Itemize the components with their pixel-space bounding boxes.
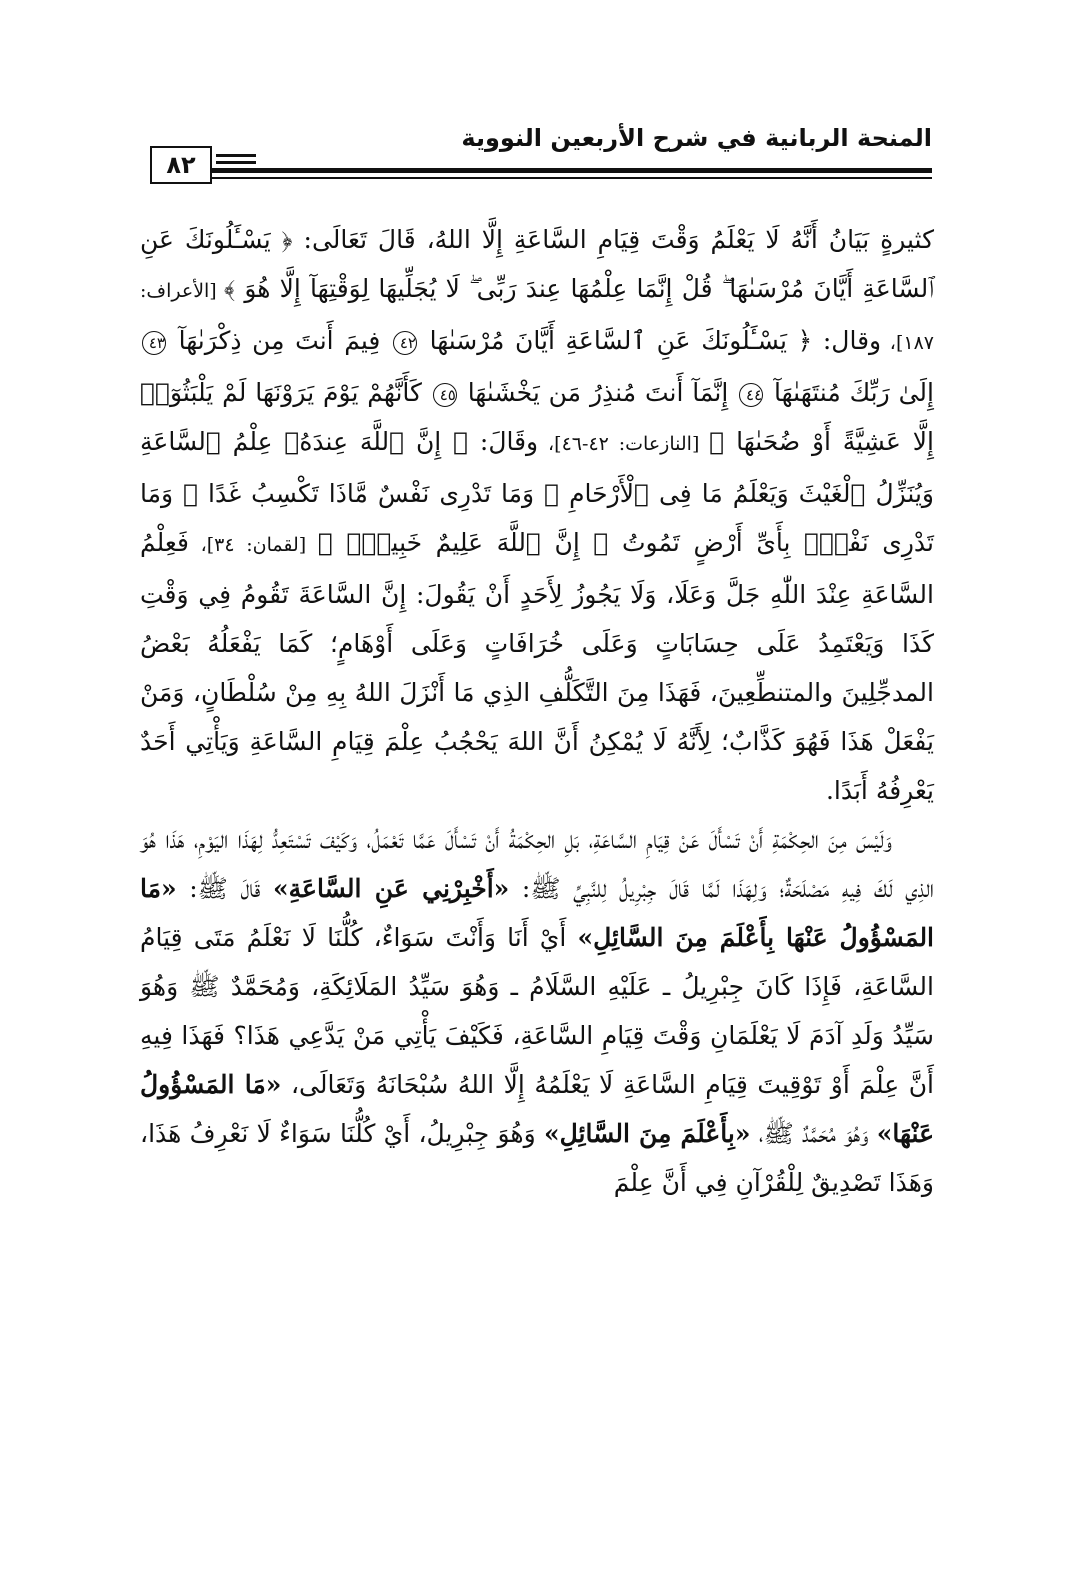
body-text-run: وَهُوَ جِبْرِيلُ، أَيْ كُلُّنَا سَوَاءٌ لَا نَعْرِفُ هَذَا، وَهَذَا تَصْدِيقٌ لِلْقُرْآنِ فِي أَنَّ عِلْمَ (140, 1119, 934, 1197)
quran-quote: ﴿ يَسْـَٔلُونَكَ عَنِ ٱلسَّاعَةِ أَيَّانَ مُرْسَىٰهَا ۖ قُلْ إِنَّمَا عِلْمُهَا عِندَ رَبِّى ۖ لَا يُجَلِّيهَا لِوَقْتِهَآ إِلَّا هُوَ ﴾ (140, 225, 935, 303)
body-text-run: وقَالَ: (468, 427, 539, 456)
quran-quote: كَأَنَّهُمْ يَوْمَ يَرَوْنَهَا لَمْ يَلْبَثُوٓا۟ إِلَّا عَشِيَّةً أَوْ ضُحَىٰهَا ﴾ (140, 378, 934, 456)
body-text-run: وَهُوَ مُحَمَّدٌ ﷺ، (750, 1119, 877, 1148)
hadith-quote: «مَا المَسْؤُولُ عَنْهَا» (140, 1070, 934, 1148)
ayah-number: ٤٢ (393, 331, 417, 355)
ayah-number: ٤٤ (739, 383, 763, 407)
book-title: المنحة الربانية في شرح الأربعين النووية (461, 124, 932, 152)
running-header (150, 110, 932, 190)
hadith-quote: «أَخْبِرْنِي عَنِ السَّاعَةِ» (273, 874, 510, 903)
body-text-run: فَعِلْمُ السَّاعَةِ عِنْدَ اللّٰهِ جَلَّ وَعَلَا، وَلَا يَجُوزُ لِأَحَدٍ أَنْ يَقُولَ: إِنَّ السَّاعَةَ تَقُومُ فِي وَقْتِ كَذَا وَيَعْتَمِدُ عَلَى حِسَابَاتٍ وَعَلَى خُرَافَاتٍ وَعَلَى أَوْهَامٍ؛ كَمَا يَفْعَلُهُ بَعْضُ المدجِّلِينَ والمتنطِّعِينَ، فَهَذَا مِنَ التَّكَلُّفِ الذِي مَا أَنْزَلَ اللهُ بِهِ مِنْ سُلْطَانٍ، وَمَنْ يَفْعَلْ هَذَا فَهُوَ كَذَّابٌ؛ لِأَنَّهُ لَا يُمْكِنُ أَنَّ اللهَ يَحْجُبُ عِلْمَ قِيَامِ السَّاعَةِ وَيَأْتِي أَحَدٌ يَعْرِفُهُ أَبَدًا. (140, 528, 934, 805)
hadith-quote: «مَا المَسْؤُولُ عَنْهَا بِأَعْلَمَ مِنَ السَّائِلِ» (140, 874, 935, 952)
page-number: ٨٢ (150, 146, 212, 184)
header-rule-thin (150, 177, 932, 179)
body-text-run: أَيْ أَنَا وَأَنْتَ سَوَاءٌ، كُلُّنَا لَا نَعْلَمُ مَتَى قِيَامُ السَّاعَةِ، فَإِذَا كَانَ جِبْرِيلُ ـ عَلَيْهِ السَّلَامُ ـ وَهُوَ سَيِّدُ المَلَائِكَةِ، وَمُحَمَّدٌ ﷺ وَهُوَ سَيِّدُ وَلَدِ آدَمَ لَا يَعْلَمَانِ وَقْتَ قِيَامِ السَّاعَةِ، فَكَيْفَ يَأْتِي مَنْ يَدَّعِي هَذَا؟ فَهَذَا فِيهِ أَنَّ عِلْمَ أَوْ تَوْقِيتَ قِيَامِ السَّاعَةِ لَا يَعْلَمُهُ إِلَّا اللهُ سُبْحَانَهُ وَتَعَالَى، (140, 923, 934, 1099)
body-text-run: وقال: (812, 326, 882, 355)
ayah-number: ٤٣ (142, 331, 166, 355)
quran-quote: ﴿ يَسْـَٔلُونَكَ عَنِ ٱلسَّاعَةِ أَيَّانَ مُرْسَىٰهَا (419, 326, 813, 355)
quran-quote: إِنَّمَآ أَنتَ مُنذِرُ مَن يَخْشَىٰهَا (458, 378, 738, 407)
quran-reference: [لقمان: ٣٤]، (188, 534, 318, 556)
quran-quote: فِيمَ أَنتَ مِن ذِكْرَىٰهَآ (168, 326, 391, 355)
quran-quote: إِلَىٰ رَبِّكَ مُنتَهَىٰهَآ (765, 378, 934, 407)
header-rule-thick (150, 168, 932, 173)
paragraph-1 (140, 215, 934, 815)
body-text-run: قَالَ ﷺ: (176, 874, 274, 903)
body-text-run: كثيرةٍ بَيَانُ أَنَّهُ لَا يَعْلَمُ وَقْتَ قِيَامِ السَّاعَةِ إِلَّا اللهُ، قَالَ تَعَالَى: (292, 225, 934, 254)
ayah-number: ٤٥ (433, 383, 457, 407)
header-ornament-rule (216, 154, 256, 157)
quran-quote: ﴿ إِنَّ ٱللَّهَ عِندَهُۥ عِلْمُ ٱلسَّاعَةِ وَيُنَزِّلُ ٱلْغَيْثَ وَيَعْلَمُ مَا فِى ٱلْأَرْحَامِ ۖ وَمَا تَدْرِى نَفْسٌ مَّاذَا تَكْسِبُ غَدًا ۖ وَمَا تَدْرِى نَفْسٌۢ بِأَىِّ أَرْضٍ تَمُوتُ ۚ إِنَّ ٱللَّهَ عَلِيمٌ خَبِيرٌۢ ﴾ (140, 427, 934, 557)
quran-reference: [النازعات: ٤٢-٤٦]، (538, 433, 710, 455)
quran-reference: [الأعراف: ١٨٧]، (140, 280, 934, 354)
body-text (140, 215, 934, 1554)
paragraph-2 (140, 815, 934, 1207)
hadith-quote: «بِأَعْلَمَ مِنَ السَّائِلِ» (543, 1119, 751, 1148)
body-text-run: وَلَيْسَ مِنَ الحِكْمَةِ أَنْ تَسْأَلَ عَنْ قِيَامِ السَّاعَةِ، بَلِ الحِكْمَةُ أَنْ تَسْأَلَ عَمَّا تَعْمَلُ، وَكَيْفَ تَسْتَعِدُّ لِهَذَا اليَوْمِ، هَذَا هُوَ الذِي لَكَ فِيهِ مَصْلَحَةٌ؛ وَلِهَذَا لَمَّا قَالَ جِبْرِيلُ لِلنَّبِيِّ ﷺ: (140, 825, 934, 903)
header-ornament-rule (216, 161, 256, 164)
